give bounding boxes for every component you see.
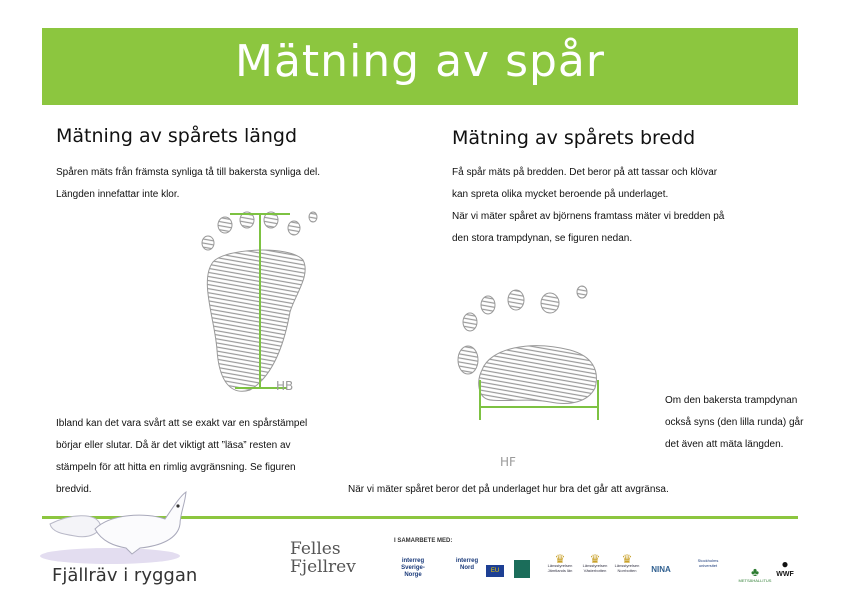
- metsahallitus-logo: [738, 566, 772, 583]
- title-banner: [42, 28, 798, 105]
- toe-print: [481, 296, 495, 314]
- toe-print: [541, 293, 559, 313]
- tree-icon: ♣: [751, 565, 759, 579]
- logo-caption: Länsstyrelsen Västerbotten: [582, 563, 608, 573]
- width-text: [452, 162, 724, 250]
- wwf-logo: [776, 558, 794, 578]
- main-pad-print: [479, 346, 597, 404]
- nina-logo: NINA: [651, 565, 671, 574]
- toe-print: [577, 286, 587, 298]
- boundary-note-line: börjar eller slutar. Då är det viktigt att ”läsa” resten av: [56, 440, 291, 451]
- hb-label: HB: [276, 379, 294, 393]
- hind-paw-figure: [195, 200, 325, 400]
- width-text-line: Få spår mäts på bredden. Det beror på att tassar och klövar: [452, 167, 718, 178]
- eu-flag-logo: EU: [486, 565, 504, 577]
- lansstyrelsen-vasterbotten-logo: ♛ Länsstyrelsen Västerbotten: [580, 556, 610, 573]
- project-name: Fjällräv i ryggan: [52, 565, 198, 586]
- toe-print: [508, 290, 524, 310]
- toe-print: [463, 313, 477, 331]
- toe-print: [202, 236, 214, 250]
- interreg-nord-logo: interreg Nord: [455, 558, 479, 571]
- substrate-note: När vi mäter spåret beror det på underlaget hur bra det går att avgränsa.: [348, 484, 669, 495]
- page-title: Mätning av spår: [235, 36, 605, 87]
- heel-note-line: det även att mäta längden.: [665, 439, 784, 450]
- heel-note: [665, 390, 803, 456]
- cooperation-label: I SAMARBETE MED:: [394, 538, 453, 544]
- logo-caption: METSÄHALLITUS: [738, 578, 772, 583]
- front-paw-figure: [450, 270, 610, 420]
- width-heading: Mätning av spårets bredd: [452, 127, 696, 149]
- felles-fjellrev-text: Felles Fjellrev: [290, 539, 356, 577]
- heel-note-line: också syns (den lilla runda) går: [665, 417, 804, 428]
- boundary-note-line: stämpeln för att hitta en rimlig avgränsning. Se figuren: [56, 462, 296, 473]
- heel-note-line: Om den bakersta trampdynan: [665, 395, 798, 406]
- toe-print: [309, 212, 317, 222]
- heel-pad-print: [458, 346, 478, 374]
- toe-print: [218, 217, 232, 233]
- length-heading: Mätning av spårets längd: [56, 125, 298, 147]
- lansstyrelsen-norrbotten-logo: ♛ Länsstyrelsen Norrbotten: [612, 556, 642, 573]
- boundary-note-line: bredvid.: [56, 484, 92, 495]
- length-text-line: Längden innefattar inte klor.: [56, 189, 180, 200]
- felles-fjellrev-logo: [290, 540, 370, 576]
- stockholm-university-logo: Stockholms universitet: [697, 558, 719, 568]
- width-text-line: När vi mäter spåret av björnens framtass mäter vi bredden på: [452, 211, 725, 222]
- logo-caption: Länsstyrelsen Norrbotten: [614, 563, 640, 573]
- logo-caption: Länsstyrelsen Jämtlands län: [547, 563, 573, 573]
- boundary-note-line: Ibland kan det vara svårt att se exakt var en spårstämpel: [56, 418, 308, 429]
- lansstyrelsen-jamtland-logo: ♛ Länsstyrelsen Jämtlands län: [544, 556, 576, 573]
- width-text-line: den stora trampdynan, se figuren nedan.: [452, 233, 633, 244]
- toe-print: [288, 221, 300, 235]
- arctic-fox-illustration: [40, 484, 190, 564]
- width-text-line: kan spreta olika mycket beroende på underlaget.: [452, 189, 669, 200]
- county-board-logo: [514, 560, 530, 578]
- logo-caption: WWF: [776, 571, 794, 578]
- length-text-line: Spåren mäts från främsta synliga tå till bakersta synliga del.: [56, 167, 321, 178]
- hf-label: HF: [500, 455, 516, 469]
- panda-icon: ●: [781, 557, 789, 571]
- interreg-sverige-norge-logo: interreg Sverige-Norge: [401, 558, 425, 578]
- sole-print: [207, 250, 305, 391]
